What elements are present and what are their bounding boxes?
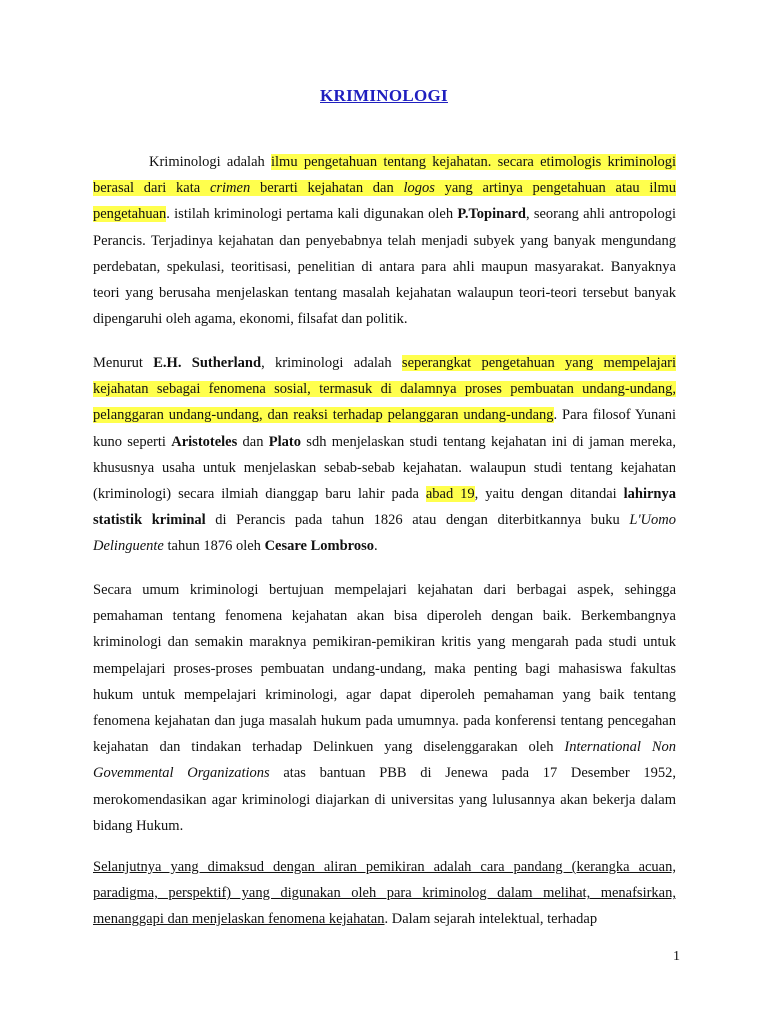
text-run: tahun 1876 oleh <box>163 538 265 555</box>
text-run: sdh menjelaskan studi tentang kejahatan ini di jaman mereka, khususnya usaha untuk menjelaskan sebab-sebab kejahatan. walaupun studi tentang kejahatan (kriminologi) secara ilmiah dianggap baru lahir pada <box>93 433 676 503</box>
text-run: . Para filosof Yunani kuno seperti <box>93 407 677 450</box>
page-number: 1 <box>673 949 680 964</box>
text-run: . Dalam sejarah intelektual, terhadap <box>384 911 598 928</box>
paragraph-schools-of-thought <box>93 854 676 933</box>
highlighted-text: abad 19 <box>425 486 475 503</box>
text-run: dan <box>237 433 269 450</box>
text-run: Kriminologi adalah <box>149 154 271 170</box>
text-run: atas bantuan PBB di Jenewa pada 17 Desember 1952, merokomendasikan agar kriminologi diajarkan di universitas yang lulusannya akan bekerja dalam bidang Hukum. <box>93 765 676 834</box>
bold-name: Plato <box>268 433 302 450</box>
text-run: . <box>373 538 378 555</box>
bold-name: Cesare Lombroso <box>264 538 374 555</box>
text-run: yang artinya pengetahuan atau ilmu pengetahuan <box>93 180 676 223</box>
bold-name: P.Topinard <box>457 206 526 223</box>
text-run: di Perancis pada tahun 1826 atau dengan diterbitkannya buku <box>205 512 630 529</box>
paragraph-sutherland <box>93 350 676 560</box>
highlighted-text: seperangkat pengetahuan yang mempelajari kejahatan sebagai fenomena sosial, termasuk di dalamnya proses pembuatan undang-undang, pelanggaran undang-undang, dan reaksi terhadap pelanggaran undang-undang <box>93 355 677 424</box>
text-run: , yaitu dengan ditandai <box>474 486 624 503</box>
italic-organization: International Non Govemmental Organizations <box>93 739 676 782</box>
text-run: ilmu pengetahuan tentang kejahatan. secara etimologis kriminologi berasal dari kata <box>93 154 677 197</box>
italic-term: crimen <box>209 180 251 197</box>
text-run: Secara umum kriminologi bertujuan mempelajari kejahatan dari berbagai aspek, sehingga pemahaman tentang fenomena kejahatan akan bisa diperoleh dengan baik. Berkembangnya kriminologi dan semakin maraknya pemikiran-pemikiran kritis yang mengarah pada studi untuk mempelajari proses-proses pembuatan undang-undang, maka penting bagi mahasiswa fakultas hukum untuk mempelajari kriminologi, agar dapat diperoleh pemahaman yang baik tentang fenomena kejahatan dan juga masalah hukum pada umumnya. pada konferensi tentang pencegahan kejahatan dan tindakan terhadap Delinkuen yang diselenggarakan oleh <box>93 582 676 756</box>
paragraph-purpose <box>93 577 676 839</box>
underlined-text: Selanjutnya yang dimaksud dengan aliran pemikiran adalah cara pandang (kerangka acuan, paradigma, perspektif) yang digunakan oleh para kriminolog dalam melihat, menafsirkan, menanggapi dan menjelaskan fenomena kejahatan <box>93 859 676 928</box>
text-run: , kriminologi adalah <box>261 355 402 371</box>
text-run: berarti kejahatan dan <box>250 180 404 197</box>
bold-name: E.H. Sutherland <box>153 355 262 371</box>
italic-book-title: L'Uomo Delinguente <box>93 512 676 555</box>
page-title: KRIMINOLOGI <box>320 86 448 105</box>
text-run: Menurut <box>93 355 154 371</box>
text-run: , seorang ahli antropologi Perancis. Terjadinya kejahatan dan penyebabnya telah menjadi subyek yang banyak mengundang perdebatan, spekulasi, teoritisasi, penelitian di antara para ahli maupun masyarakat. Banyaknya teori yang berusaha menjelaskan tentang masalah kejahatan walaupun teori-teori tersebut banyak dipengaruhi oleh agama, ekonomi, filsafat dan politik. <box>93 206 677 328</box>
bold-phrase: lahirnya statistik kriminal <box>93 486 676 529</box>
italic-term: logos <box>403 180 435 197</box>
bold-name: Aristoteles <box>171 433 238 450</box>
text-run: . istilah kriminologi pertama kali digunakan oleh <box>166 206 458 223</box>
paragraph-definition <box>93 149 676 332</box>
